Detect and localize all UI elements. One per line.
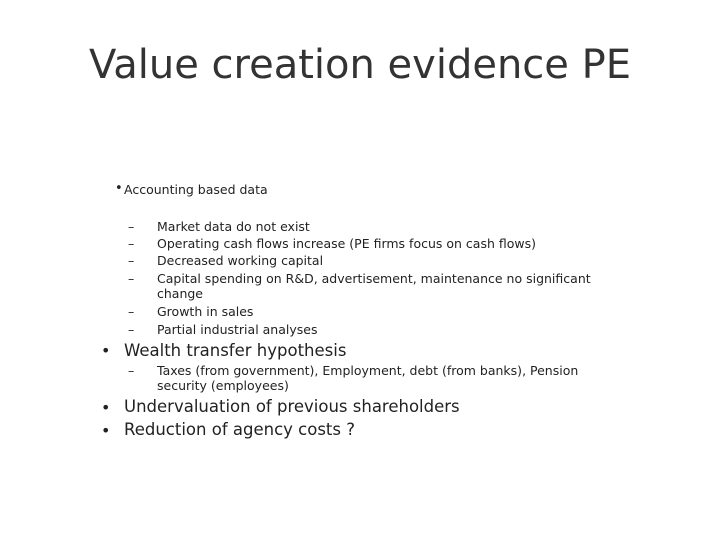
bullet-text: Undervaluation of previous shareholders bbox=[124, 397, 460, 416]
bullet-text: Accounting based data bbox=[124, 182, 268, 197]
dash-marker: – bbox=[128, 304, 135, 319]
sub-item-text: Operating cash flows increase (PE firms focus on cash flows) bbox=[157, 236, 536, 251]
bullet-marker: • bbox=[101, 341, 111, 360]
bullet-marker: • bbox=[115, 181, 123, 196]
bullet-marker: • bbox=[101, 398, 111, 417]
sub-item-text-line2: security (employees) bbox=[157, 378, 289, 393]
sub-item-text-line2: change bbox=[157, 286, 204, 301]
sub-item-text: Market data do not exist bbox=[157, 219, 310, 234]
sub-item-text: Decreased working capital bbox=[157, 253, 324, 268]
sub-item-text: Partial industrial analyses bbox=[157, 322, 318, 337]
bullet-text: Reduction of agency costs ? bbox=[124, 420, 355, 439]
dash-marker: – bbox=[128, 253, 135, 268]
sub-item-text: Growth in sales bbox=[157, 304, 254, 319]
dash-marker: – bbox=[128, 219, 135, 234]
dash-marker: – bbox=[128, 322, 135, 337]
dash-marker: – bbox=[128, 236, 135, 251]
sub-item-text-line1: Capital spending on R&D, advertisement, maintenance no significant bbox=[157, 271, 591, 286]
sub-item-text-line1: Taxes (from government), Employment, debt (from banks), Pension bbox=[157, 363, 579, 378]
bullet-text: Wealth transfer hypothesis bbox=[124, 341, 347, 360]
dash-marker: – bbox=[128, 363, 135, 378]
dash-marker: – bbox=[128, 271, 135, 286]
bullet-marker: • bbox=[101, 421, 111, 440]
slide-title: Value creation evidence PE bbox=[88, 42, 632, 88]
